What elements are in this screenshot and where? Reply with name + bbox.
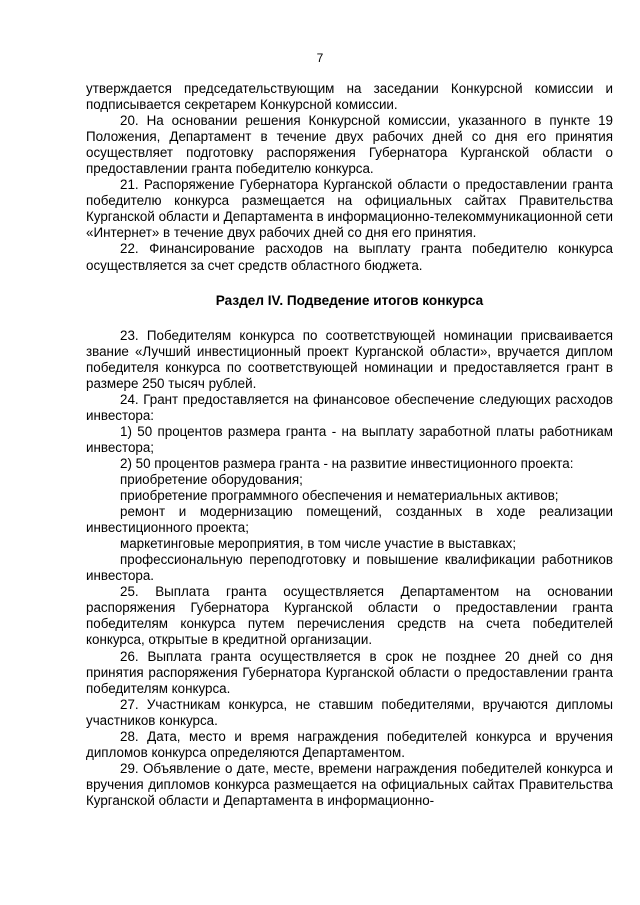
list-item-1: 1) 50 процентов размера гранта - на выплату заработной платы работникам инвестора;: [86, 423, 613, 455]
list-item-2: 2) 50 процентов размера гранта - на развитие инвестиционного проекта:: [120, 455, 574, 471]
paragraph-26: 26. Выплата гранта осуществляется в срок не позднее 20 дней со дня принятия распоряжения Губернатора Курганской области о предоставлении гранта победителям конкурса.: [86, 648, 613, 696]
list-subitem-training: профессиональную переподготовку и повышение квалификации работников инвестора.: [86, 552, 613, 584]
list-subitem-software: приобретение программного обеспечения и нематериальных активов;: [120, 488, 559, 504]
paragraph-27: 27. Участникам конкурса, не ставшим победителями, вручаются дипломы участников конкурса.: [86, 696, 613, 728]
page-number: 7: [316, 51, 324, 65]
paragraph-22: 22. Финансирование расходов на выплату гранта победителю конкурса осуществляется за счет средств областного бюджета.: [86, 241, 613, 273]
paragraph-25: 25. Выплата гранта осуществляется Департаментом на основании распоряжения Губернатора Курганской области о предоставлении гранта победителям конкурса путем перечисления средств на счета победителей конкурса, открытые в кредитной организации.: [86, 584, 613, 648]
list-subitem-equipment: приобретение оборудования;: [120, 471, 303, 487]
list-subitem-marketing: маркетинговые мероприятия, в том числе участие в выставках;: [120, 536, 517, 552]
list-subitem-repair: ремонт и модернизацию помещений, созданных в ходе реализации инвестиционного проекта;: [86, 504, 613, 536]
document-body: [86, 81, 613, 809]
paragraph-20: 20. На основании решения Конкурсной комиссии, указанного в пункте 19 Положения, Департамент в течение двух рабочих дней со дня его принятия осуществляет подготовку распоряжения Губернатора Курганской области о предоставлении гранта победителю конкурса.: [86, 113, 613, 177]
paragraph-23: 23. Победителям конкурса по соответствующей номинации присваивается звание «Лучший инвестиционный проект Курганской области», вручается диплом победителя конкурса по соответствующей номинации и предоставляется грант в размере 250 тысяч рублей.: [86, 327, 613, 391]
section-heading: Раздел IV. Подведение итогов конкурса: [215, 292, 484, 308]
paragraph-28: 28. Дата, место и время награждения победителей конкурса и вручения дипломов конкурса определяются Департаментом.: [86, 728, 613, 760]
paragraph-continuation: утверждается председательствующим на заседании Конкурсной комиссии и подписывается секретарем Конкурсной комиссии.: [86, 81, 613, 113]
paragraph-29: 29. Объявление о дате, месте, времени награждения победителей конкурса и вручения дипломов конкурса размещается на официальных сайтах Правительства Курганской области и Департамента в информационно-: [86, 760, 613, 808]
paragraph-21: 21. Распоряжение Губернатора Курганской области о предоставлении гранта победителю конкурса размещается на официальных сайтах Правительства Курганской области и Департамента в информационно-телекоммуникационной сети «Интернет» в течение двух рабочих дней со дня его принятия.: [86, 177, 613, 241]
paragraph-24: 24. Грант предоставляется на финансовое обеспечение следующих расходов инвестора:: [86, 391, 613, 423]
